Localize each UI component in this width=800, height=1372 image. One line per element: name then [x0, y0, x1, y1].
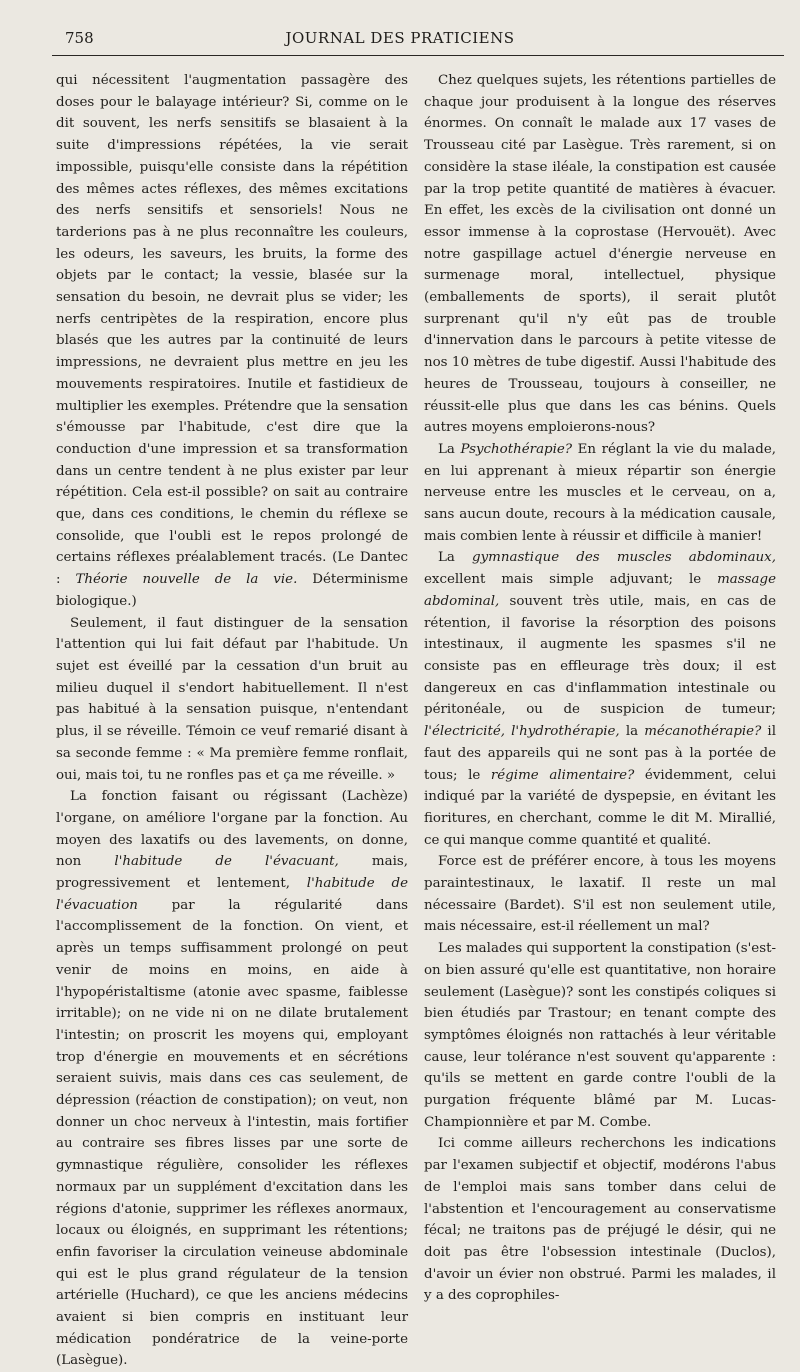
page-number: 758 [65, 29, 94, 47]
right-paragraph-1: Chez quelques sujets, les rétentions partielles de chaque jour produisent à la longue des réserves énormes. On connaît le malade aux 17 vases de Trousseau cité par Lasègue. Très rarement, si on considère la stase iléale, la constipation est causée par la trop petite quantité de matières à évacuer. En effet, les excès de la civilisation ont donné un essor immense à la coprostase (Hervouët). Avec notre gaspillage actuel d'énergie nerveuse en surmenage moral, intellectuel, physique (emballements de sports), il serait plutôt surprenant qu'il n'y eût pas de trouble d'innervation dans le parcours à petite vitesse de nos 10 mètres de tube digestif. Aussi l'habitude des heures de Trousseau, toujours à conseiller, ne réussit-elle plus que dans les cas bénins. Quels autres moyens emploierons-nous? [424, 73, 776, 436]
left-paragraph-3: La fonction faisant ou régissant (Lachèze) l'organe, on améliore l'organe par la fonction. Au moyen des laxatifs ou des lavements, on donne, non l'habitude de l'évacuant, mais, progressivement et lentement, l'habitude de l'évacuation par la régularité dans l'accomplissement de la fonction. On vient, et après un temps suffisamment prolongé on peut venir de moins en moins, en aide à l'hypopéristaltisme (atonie avec spasme, faiblesse irritable); on ne vide ni on ne dilate brutalement l'intestin; on proscrit les moyens qui, employant trop d'énergie en mouvements et en sécrétions seraient suivis, mais dans ces cas seulement, de dépression (réaction de constipation); on veut, non donner un choc nerveux à l'intestin, mais fortifier au contraire ses fibres lisses par une sorte de gymnastique régulière, consolider les réflexes normaux par un supplément d'excitation dans les régions d'atonie, supprimer les réflexes anormaux, locaux ou éloignés, en supprimant les rétentions; enfin favoriser la circulation veineuse abdominale qui est le plus grand régulateur de la tension artérielle (Huchard), ce que les anciens médecins avaient si bien compris en instituant leur médication pondératrice de la veine-porte (Lasègue). [56, 789, 408, 1369]
left-paragraph-2: Seulement, il faut distinguer de la sensation l'attention qui lui fait défaut par l'habitude. Un sujet est éveillé par la cessation d'un bruit au milieu duquel il s'endort habituellement. Il n'est pas habitué à la sensation puisque, n'entendant plus, il se réveille. Témoin ce veuf remarié disant à sa seconde femme : « Ma première femme ronflait, oui, mais toi, tu ne ronfles pas et ça me réveille. » [56, 615, 408, 783]
left-paragraph-1: qui nécessitent l'augmentation passagère des doses pour le balayage intérieur? Si, comme on le dit souvent, les nerfs sensitifs se blasaient à la suite d'impressions répétées, la vie serait impossible, puisqu'elle consiste dans la répétition des mêmes actes réflexes, des mêmes excitations des nerfs sensitifs et sensoriels! Nous ne tarderions pas à ne plus reconnaître les couleurs, les odeurs, les saveurs, les bruits, la forme des objets par le contact; la vessie, blasée sur la sensation du besoin, ne devrait plus se vider; les nerfs centripètes de la respiration, encore plus blasés que les autres par la continuité de leurs impressions, ne devraient plus mettre en jeu les mouvements respiratoires. Inutile et fastidieux de multiplier les exemples. Prétendre que la sensation s'émousse par l'habitude, c'est dire que la conduction d'une impression et sa transformation dans un centre tendent à ne plus exister par leur répétition. Cela est-il possible? on sait au contraire que, dans ces conditions, le chemin du réflexe se consolide, que l'oubli est le repos prolongé de certains réflexes préalablement tracés. (Le Dantec : Théorie nouvelle de la vie. Déterminisme biologique.) [56, 73, 408, 609]
right-paragraph-4: Force est de préférer encore, à tous les moyens paraintestinaux, le laxatif. Il reste un mal nécessaire (Bardet). S'il est non seulement utile, mais nécessaire, est-il réellement un mal? [424, 854, 776, 935]
header-rule [52, 55, 784, 56]
page-header [0, 29, 800, 51]
right-paragraph-5: Les malades qui supportent la constipation (s'est-on bien assuré qu'elle est quantitative, non horaire seulement (Lasègue)? sont les constipés coliques si bien étudiés par Trastour; en tenant compte des symptômes éloignés non rattachés à leur véritable cause, leur tolérance n'est souvent qu'apparente : qu'ils se mettent en garde contre l'oubli de la purgation fréquente blâmé par M. Lucas-Championnière et par M. Combe. [424, 941, 776, 1130]
running-title: JOURNAL DES PRATICIENS [285, 29, 515, 47]
right-paragraph-6: Ici comme ailleurs recherchons les indications par l'examen subjectif et objectif, modérons l'abus de l'emploi mais sans tomber dans celui de l'abstention et l'encouragement au conservatisme fécal; ne traitons pas de préjugé le désir, qui ne doit pas être l'obsession intestinale (Duclos), d'avoir un évier non obstrué. Parmi les malades, il y a des coprophiles- [424, 1136, 776, 1304]
right-column [424, 70, 776, 1307]
left-column [56, 70, 408, 1372]
right-paragraph-2: La Psychothérapie? En réglant la vie du malade, en lui apprenant à mieux répartir son énergie nerveuse entre les muscles et le cerveau, on a, sans aucun doute, recours à la médication causale, mais combien lente à réussir et difficile à manier! [424, 441, 776, 544]
right-paragraph-3: La gymnastique des muscles abdominaux, excellent mais simple adjuvant; le massage abdominal, souvent très utile, mais, en cas de rétention, il favorise la résorption des poisons intestinaux, il augmente les spasmes s'il ne consiste pas en effleurage très doux; il est dangereux en cas d'inflammation intestinale ou péritonéale, ou de suspicion de tumeur; l'électricité, l'hydrothérapie, la mécanothérapie? il faut des appareils qui ne sont pas à la portée de tous; le régime alimentaire? évidemment, celui indiqué par la variété de dyspepsie, en évitant les fioritures, en cherchant, comme le dit M. Mirallié, ce qui manque comme quantité et qualité. [424, 550, 776, 848]
